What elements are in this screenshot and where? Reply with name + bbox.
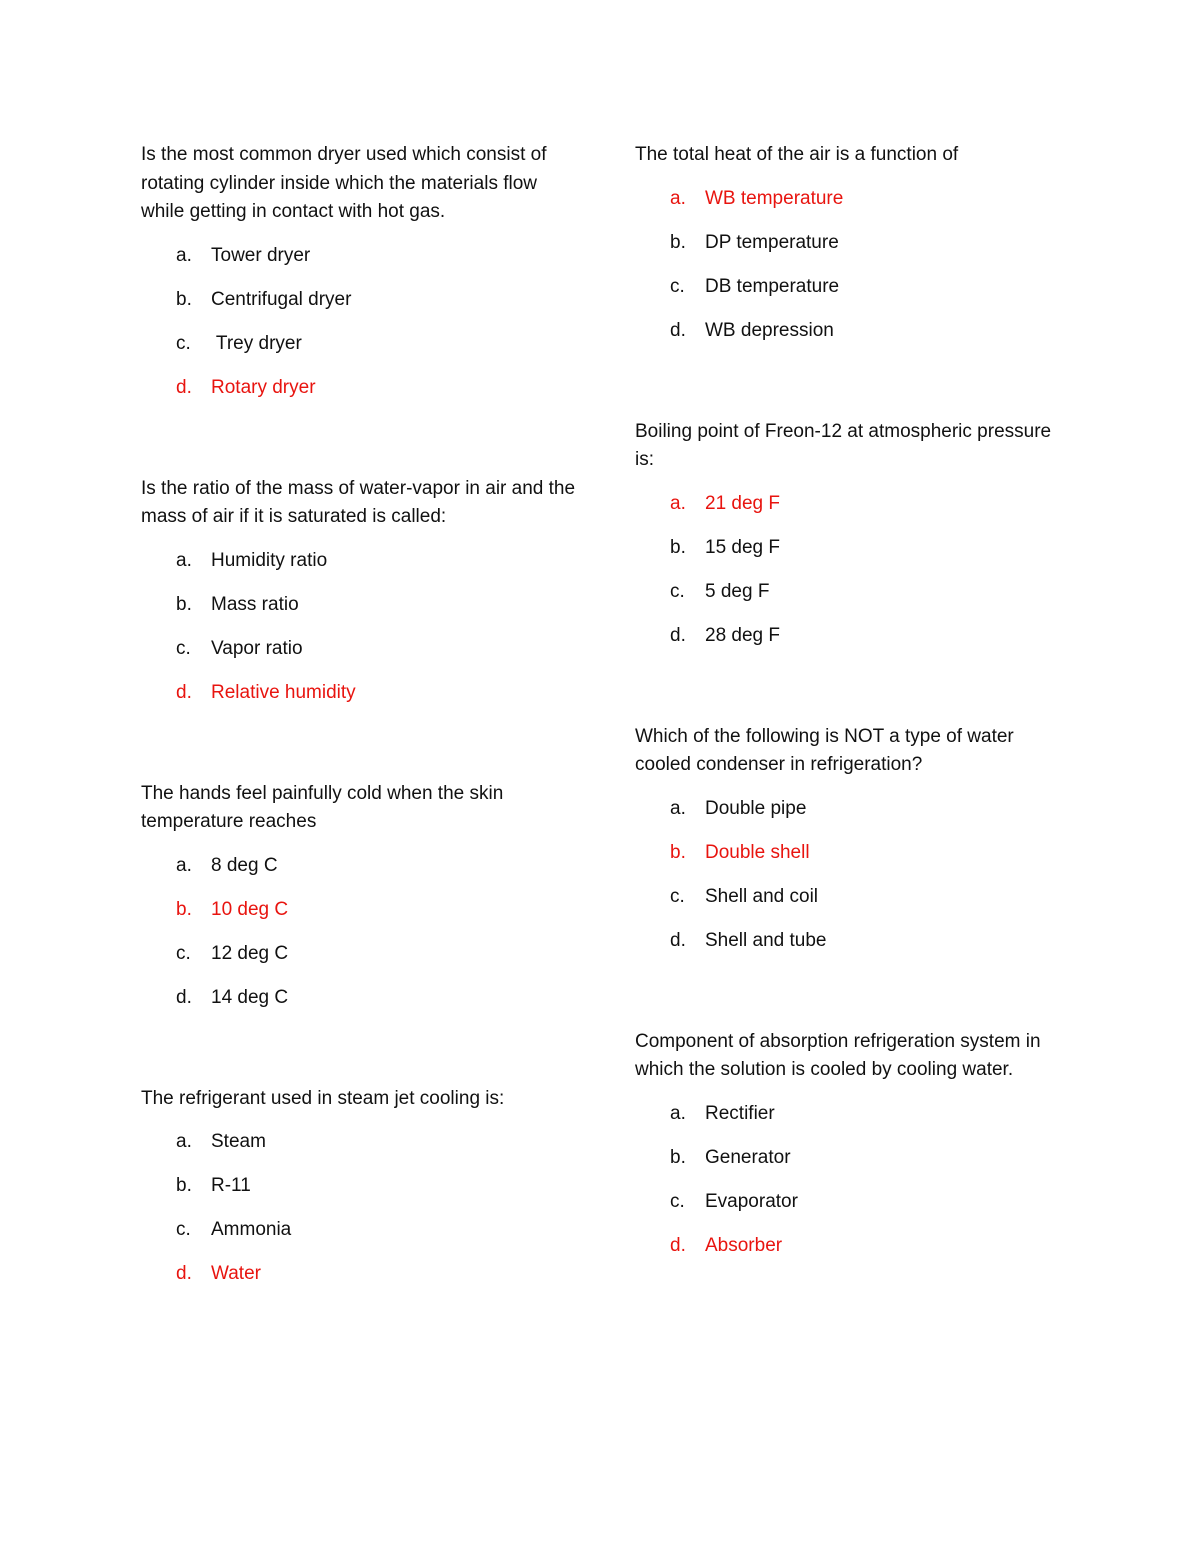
answer-option <box>635 229 1075 273</box>
answer-options <box>635 490 1075 666</box>
option-text: Absorber <box>705 1234 783 1256</box>
option-text: 5 deg F <box>705 580 770 602</box>
option-text: 12 deg C <box>211 942 289 964</box>
question-block <box>635 723 1075 971</box>
answer-option <box>635 795 1075 839</box>
option-letter: b. <box>670 1146 686 1168</box>
option-text: 14 deg C <box>211 986 289 1008</box>
answer-option <box>141 852 581 896</box>
answer-option <box>635 927 1075 971</box>
option-text: Generator <box>705 1146 791 1168</box>
answer-option <box>635 883 1075 927</box>
answer-options <box>635 185 1075 361</box>
question-text: Component of absorption refrigeration system in which the solution is cooled by cooling water. <box>635 1030 1041 1080</box>
answer-options <box>635 1100 1075 1276</box>
answer-option <box>635 578 1075 622</box>
question-text: Is the ratio of the mass of water-vapor in air and the mass of air if it is saturated is called: <box>141 477 576 527</box>
option-text: Ammonia <box>211 1219 292 1240</box>
option-letter: a. <box>176 549 192 571</box>
question-block <box>141 1085 581 1305</box>
option-letter: b. <box>670 841 686 863</box>
option-letter: d. <box>176 376 192 398</box>
option-letter: d. <box>176 986 192 1008</box>
option-letter: d. <box>176 681 192 703</box>
option-text: Shell and tube <box>705 929 827 951</box>
option-text: Water <box>211 1263 261 1284</box>
answer-option <box>141 1128 581 1172</box>
question-text: Boiling point of Freon-12 at atmospheric pressure is: <box>635 420 1052 470</box>
question-text: Which of the following is NOT a type of water cooled condenser in refrigeration? <box>635 725 1014 775</box>
option-text: Tower dryer <box>211 244 311 266</box>
question-block <box>141 780 581 1028</box>
option-text: WB depression <box>705 319 834 341</box>
answer-options <box>141 547 581 723</box>
answer-option-correct <box>141 374 581 418</box>
answer-option <box>141 330 581 374</box>
answer-option <box>635 1144 1075 1188</box>
option-letter: b. <box>176 593 192 615</box>
option-letter: c. <box>176 942 191 964</box>
option-text: Shell and coil <box>705 885 819 907</box>
answer-options <box>141 852 581 1028</box>
answer-options <box>635 795 1075 971</box>
question-block <box>635 1028 1075 1276</box>
option-text: DB temperature <box>705 275 840 297</box>
answer-option-correct <box>635 490 1075 534</box>
answer-option-correct <box>141 896 581 940</box>
answer-option <box>141 591 581 635</box>
option-letter: c. <box>670 275 685 297</box>
option-text: Rotary dryer <box>211 376 316 398</box>
answer-option <box>635 622 1075 666</box>
question-text: The refrigerant used in steam jet cooling is: <box>141 1087 505 1109</box>
option-text: Humidity ratio <box>211 549 328 571</box>
answer-options <box>141 242 581 418</box>
option-letter: c. <box>670 1190 685 1212</box>
option-text: 15 deg F <box>705 536 780 558</box>
option-text: Mass ratio <box>211 593 299 615</box>
option-letter: d. <box>670 319 686 341</box>
option-letter: c. <box>670 580 685 602</box>
option-letter: a. <box>670 1102 686 1124</box>
answer-option <box>635 1100 1075 1144</box>
option-text: Double shell <box>705 841 810 863</box>
question-block <box>141 141 581 418</box>
option-letter: d. <box>670 1234 686 1256</box>
option-letter: c. <box>176 1219 191 1240</box>
answer-option-correct <box>635 1232 1075 1276</box>
option-letter: b. <box>670 536 686 558</box>
option-letter: d. <box>176 1263 192 1284</box>
option-letter: a. <box>670 187 686 209</box>
option-text: 10 deg C <box>211 898 289 920</box>
option-text: Trey dryer <box>211 332 302 354</box>
option-text: WB temperature <box>705 187 844 209</box>
answer-options <box>141 1128 581 1304</box>
option-text: 8 deg C <box>211 854 278 876</box>
option-text: Centrifugal dryer <box>211 288 352 310</box>
option-text: 28 deg F <box>705 624 780 646</box>
option-letter: c. <box>176 637 191 659</box>
answer-option <box>141 940 581 984</box>
option-text: DP temperature <box>705 231 839 253</box>
option-letter: c. <box>176 332 191 354</box>
question-block <box>635 418 1075 666</box>
left-column <box>141 141 581 1361</box>
option-text: Vapor ratio <box>211 637 303 659</box>
option-text: 21 deg F <box>705 492 780 514</box>
question-block <box>635 141 1075 361</box>
option-letter: b. <box>670 231 686 253</box>
option-text: Rectifier <box>705 1102 775 1124</box>
option-text: Steam <box>211 1131 266 1152</box>
option-letter: a. <box>176 854 192 876</box>
question-block <box>141 475 581 723</box>
option-letter: b. <box>176 1175 192 1196</box>
question-text: The hands feel painfully cold when the skin temperature reaches <box>141 782 504 832</box>
answer-option <box>141 547 581 591</box>
option-text: Double pipe <box>705 797 807 819</box>
option-letter: b. <box>176 288 192 310</box>
option-letter: a. <box>670 492 686 514</box>
answer-option-correct <box>635 839 1075 883</box>
answer-option <box>141 286 581 330</box>
answer-option <box>635 534 1075 578</box>
answer-option <box>141 1172 581 1216</box>
question-text: Is the most common dryer used which consist of rotating cylinder inside which the materials flow while getting in contact with hot gas. <box>141 144 547 222</box>
answer-option-correct <box>141 1260 581 1304</box>
answer-option-correct <box>141 679 581 723</box>
answer-option <box>141 984 581 1028</box>
option-text: R-11 <box>211 1175 251 1196</box>
answer-option <box>141 635 581 679</box>
option-letter: d. <box>670 929 686 951</box>
right-column <box>635 141 1075 1333</box>
option-text: Relative humidity <box>211 681 356 703</box>
answer-option <box>141 242 581 286</box>
option-letter: b. <box>176 898 192 920</box>
question-text: The total heat of the air is a function of <box>635 144 959 165</box>
option-letter: a. <box>670 797 686 819</box>
option-letter: d. <box>670 624 686 646</box>
answer-option <box>141 1216 581 1260</box>
answer-option-correct <box>635 185 1075 229</box>
answer-option <box>635 273 1075 317</box>
option-letter: a. <box>176 244 192 266</box>
option-text: Evaporator <box>705 1190 798 1212</box>
option-letter: c. <box>670 885 685 907</box>
option-letter: a. <box>176 1131 192 1152</box>
answer-option <box>635 1188 1075 1232</box>
answer-option <box>635 317 1075 361</box>
